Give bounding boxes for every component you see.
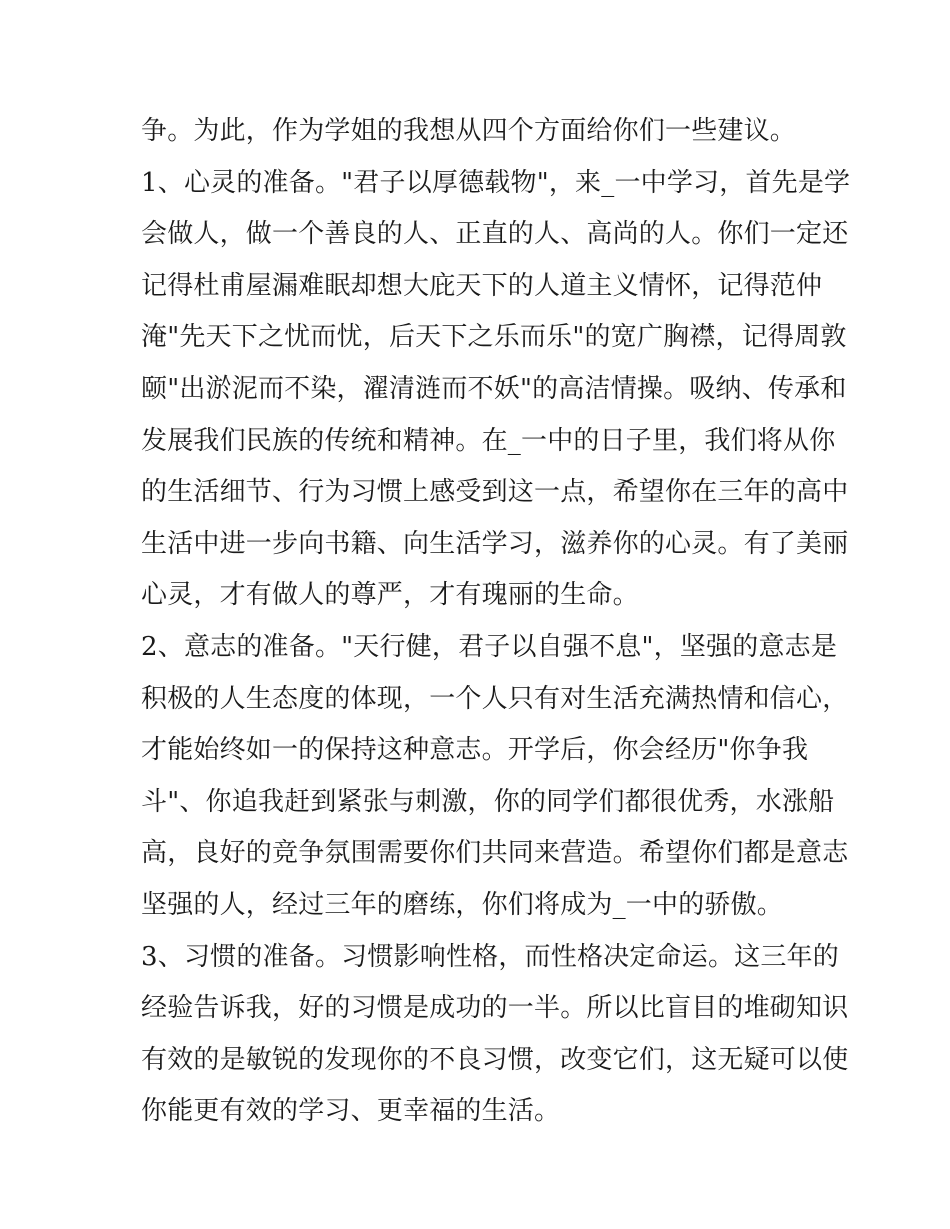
text-line: 记得杜甫屋漏难眠却想大庇天下的人道主义情怀，记得范仲 bbox=[141, 270, 823, 301]
text-line: 发展我们民族的传统和精神。在_一中的日子里，我们将从你 bbox=[141, 425, 836, 456]
text-line: 会做人，做一个善良的人、正直的人、高尚的人。你们一定还 bbox=[141, 219, 849, 250]
text-line: 颐"出淤泥而不染，濯清涟而不妖"的高洁情操。吸纳、传承和 bbox=[141, 373, 847, 404]
text-line: 斗"、你追我赶到紧张与刺激，你的同学们都很优秀，水涨船 bbox=[141, 786, 835, 817]
text-line: 经验告诉我，好的习惯是成功的一半。所以比盲目的堆砌知识 bbox=[141, 993, 849, 1024]
text-line: 的生活细节、行为习惯上感受到这一点，希望你在三年的高中 bbox=[141, 477, 849, 508]
text-line: 争。为此，作为学姐的我想从四个方面给你们一些建议。 bbox=[141, 116, 797, 146]
text-line: 淹"先天下之忧而忧，后天下之乐而乐"的宽广胸襟，记得周敦 bbox=[141, 322, 847, 353]
text-line: 你能更有效的学习、更幸福的生活。 bbox=[141, 1096, 561, 1127]
body-text bbox=[141, 106, 851, 1138]
text-line: 3、习惯的准备。习惯影响性格，而性格决定命运。这三年的 bbox=[141, 941, 839, 972]
text-line: 2、意志的准备。"天行健，君子以自强不息"，坚强的意志是 bbox=[141, 631, 838, 662]
text-line: 坚强的人，经过三年的磨练，你们将成为_一中的骄傲。 bbox=[141, 889, 784, 920]
text-line: 心灵，才有做人的尊严，才有瑰丽的生命。 bbox=[141, 580, 639, 611]
text-line: 生活中进一步向书籍、向生活学习，滋养你的心灵。有了美丽 bbox=[141, 528, 849, 559]
text-line: 有效的是敏锐的发现你的不良习惯，改变它们，这无疑可以使 bbox=[141, 1044, 849, 1075]
text-line: 才能始终如一的保持这种意志。开学后，你会经历"你争我 bbox=[141, 735, 809, 766]
text-line: 1、心灵的准备。"君子以厚德载物"，来_一中学习，首先是学 bbox=[141, 167, 851, 198]
text-line: 高，良好的竞争氛围需要你们共同来营造。希望你们都是意志 bbox=[141, 838, 849, 869]
text-line: 积极的人生态度的体现，一个人只有对生活充满热情和信心， bbox=[141, 683, 849, 714]
